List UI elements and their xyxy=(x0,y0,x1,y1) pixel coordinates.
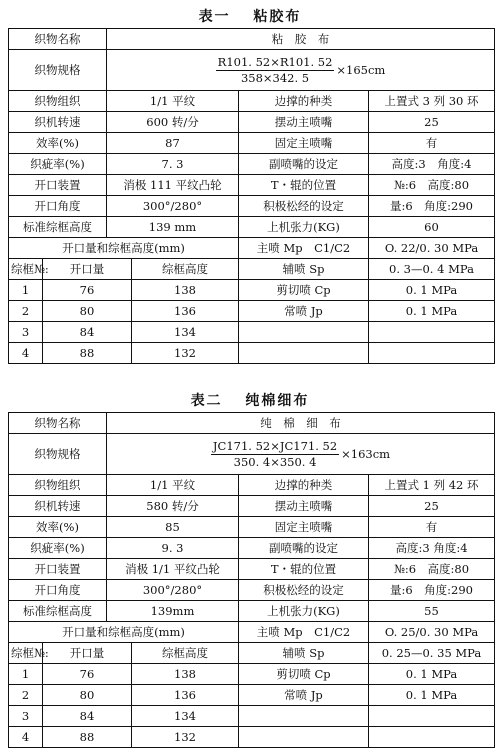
spec-fraction xyxy=(211,439,339,470)
param-label: 积极松经的设定 xyxy=(239,580,369,601)
param-label: 织疵率(%) xyxy=(9,154,107,175)
param-value: 1/1 平纹 xyxy=(107,91,239,112)
param-value: 25 xyxy=(369,112,495,133)
spec-suffix: ×165cm xyxy=(336,63,386,77)
nozzle-label: 辅喷 Sp xyxy=(239,643,369,664)
param-value: 量:6 角度:290 xyxy=(369,580,495,601)
nozzle-label: 常喷 Jp xyxy=(239,685,369,706)
param-value: 300°/280° xyxy=(107,196,239,217)
param-label: T・辊的位置 xyxy=(239,559,369,580)
spec-fraction xyxy=(216,55,335,86)
shed-header: 开口量 xyxy=(43,643,132,664)
table-row xyxy=(9,322,495,343)
nozzle-label: 剪切喷 Cp xyxy=(239,664,369,685)
param-label: T・辊的位置 xyxy=(239,175,369,196)
shed-cell: 76 xyxy=(43,280,132,301)
param-label: 开口角度 xyxy=(9,580,107,601)
table-row xyxy=(9,112,495,133)
shed-cell: 4 xyxy=(9,343,43,364)
param-value: 量:6 角度:290 xyxy=(369,196,495,217)
param-value: 1/1 平纹 xyxy=(107,475,239,496)
table-row xyxy=(9,727,495,748)
param-value: 300°/280° xyxy=(107,580,239,601)
table1 xyxy=(8,28,495,364)
nozzle-label: 剪切喷 Cp xyxy=(239,280,369,301)
table1-row-name xyxy=(9,29,495,50)
shed-cell: 3 xyxy=(9,706,43,727)
param-label: 标准综框高度 xyxy=(9,601,107,622)
shed-cell: 132 xyxy=(132,343,239,364)
shed-cell: 3 xyxy=(9,322,43,343)
shed-cell: 138 xyxy=(132,280,239,301)
shed-cell: 4 xyxy=(9,727,43,748)
spec-value xyxy=(107,434,495,475)
param-value: 55 xyxy=(369,601,495,622)
table-row xyxy=(9,475,495,496)
param-label: 开口装置 xyxy=(9,559,107,580)
param-value: 60 xyxy=(369,217,495,238)
param-label: 开口装置 xyxy=(9,175,107,196)
shed-cell: 138 xyxy=(132,664,239,685)
nozzle-label: 主喷 Mp C1/C2 xyxy=(239,622,369,643)
param-label: 效率(%) xyxy=(9,133,107,154)
table2-caption: 表二 纯棉细布 xyxy=(190,393,310,409)
param-value: 上置式 3 列 30 环 xyxy=(369,91,495,112)
table-row xyxy=(9,217,495,238)
param-value: 85 xyxy=(107,517,239,538)
shed-cell: 76 xyxy=(43,664,132,685)
param-value: 87 xyxy=(107,133,239,154)
table-row xyxy=(9,133,495,154)
spec-label: 织物规格 xyxy=(9,50,107,91)
param-label: 织机转速 xyxy=(9,496,107,517)
param-value: 消极 1/1 平纹凸轮 xyxy=(107,559,239,580)
nozzle-label: 辅喷 Sp xyxy=(239,259,369,280)
param-value: 消极 111 平纹凸轮 xyxy=(107,175,239,196)
spec-label: 织物规格 xyxy=(9,434,107,475)
param-label: 摆动主喷嘴 xyxy=(239,112,369,133)
shed-title: 开口量和综框高度(mm) xyxy=(9,238,239,259)
table-row xyxy=(9,517,495,538)
param-value: 有 xyxy=(369,133,495,154)
name-label: 织物名称 xyxy=(9,29,107,50)
param-label: 边撑的种类 xyxy=(239,475,369,496)
table-row xyxy=(9,643,495,664)
nozzle-value: O. 25/0. 30 MPa xyxy=(369,622,495,643)
name-value: 粘 胶 布 xyxy=(107,29,495,50)
nozzle-value: O. 22/0. 30 MPa xyxy=(369,238,495,259)
param-value: 600 转/分 xyxy=(107,112,239,133)
param-value: 上置式 1 列 42 环 xyxy=(369,475,495,496)
param-label: 织机转速 xyxy=(9,112,107,133)
param-value: 139 mm xyxy=(107,217,239,238)
shed-cell: 84 xyxy=(43,322,132,343)
nozzle-value: 0. 1 MPa xyxy=(369,664,495,685)
param-label: 副喷嘴的设定 xyxy=(239,538,369,559)
param-label: 织物组织 xyxy=(9,91,107,112)
param-label: 上机张力(KG) xyxy=(239,217,369,238)
table-row xyxy=(9,538,495,559)
param-value: 有 xyxy=(369,517,495,538)
shed-cell: 134 xyxy=(132,322,239,343)
table2 xyxy=(8,412,495,748)
param-label: 上机张力(KG) xyxy=(239,601,369,622)
table-row xyxy=(9,343,495,364)
shed-cell: 84 xyxy=(43,706,132,727)
param-value: 9. 3 xyxy=(107,538,239,559)
table1-row-spec xyxy=(9,50,495,91)
table-row xyxy=(9,580,495,601)
table1-caption: 表一 粘胶布 xyxy=(198,9,302,25)
param-label: 边撑的种类 xyxy=(239,91,369,112)
param-value: №:6 高度:80 xyxy=(369,175,495,196)
nozzle-value: 0. 1 MPa xyxy=(369,301,495,322)
spec-numerator: JC171. 52×JC171. 52 xyxy=(212,438,338,453)
table-row xyxy=(9,664,495,685)
empty-cell xyxy=(369,343,495,364)
empty-cell xyxy=(239,727,369,748)
table-row xyxy=(9,559,495,580)
param-label: 织疵率(%) xyxy=(9,538,107,559)
table-row xyxy=(9,154,495,175)
name-label: 织物名称 xyxy=(9,413,107,434)
param-value: 7. 3 xyxy=(107,154,239,175)
shed-title: 开口量和综框高度(mm) xyxy=(9,622,239,643)
nozzle-value: 0. 3—0. 4 MPa xyxy=(369,259,495,280)
empty-cell xyxy=(239,343,369,364)
nozzle-value: 0. 1 MPa xyxy=(369,280,495,301)
table-row xyxy=(9,301,495,322)
spec-numerator: R101. 52×R101. 52 xyxy=(217,54,333,69)
param-label: 织物组织 xyxy=(9,475,107,496)
spec-denominator: 358×342. 5 xyxy=(240,70,310,85)
shed-header: 综框高度 xyxy=(132,643,239,664)
param-label: 效率(%) xyxy=(9,517,107,538)
param-label: 固定主喷嘴 xyxy=(239,133,369,154)
param-value: 139mm xyxy=(107,601,239,622)
table-row xyxy=(9,601,495,622)
param-label: 摆动主喷嘴 xyxy=(239,496,369,517)
shed-cell: 1 xyxy=(9,664,43,685)
spec-denominator: 350. 4×350. 4 xyxy=(233,454,317,469)
shed-cell: 136 xyxy=(132,685,239,706)
shed-cell: 136 xyxy=(132,301,239,322)
spec-value xyxy=(107,50,495,91)
shed-cell: 88 xyxy=(43,343,132,364)
nozzle-label: 主喷 Mp C1/C2 xyxy=(239,238,369,259)
param-value: 580 转/分 xyxy=(107,496,239,517)
table-row xyxy=(9,238,495,259)
table-row xyxy=(9,196,495,217)
shed-cell: 80 xyxy=(43,685,132,706)
spec-suffix: ×163cm xyxy=(341,447,391,461)
empty-cell xyxy=(369,706,495,727)
shed-header: 综框№: xyxy=(9,259,43,280)
empty-cell xyxy=(239,706,369,727)
shed-cell: 1 xyxy=(9,280,43,301)
name-value: 纯 棉 细 布 xyxy=(107,413,495,434)
table-row xyxy=(9,91,495,112)
nozzle-value: 0. 1 MPa xyxy=(369,685,495,706)
shed-cell: 132 xyxy=(132,727,239,748)
shed-cell: 2 xyxy=(9,301,43,322)
shed-cell: 80 xyxy=(43,301,132,322)
table-row xyxy=(9,496,495,517)
table-row xyxy=(9,280,495,301)
param-label: 副喷嘴的设定 xyxy=(239,154,369,175)
param-label: 积极松经的设定 xyxy=(239,196,369,217)
param-label: 固定主喷嘴 xyxy=(239,517,369,538)
table-row xyxy=(9,622,495,643)
empty-cell xyxy=(239,322,369,343)
shed-header: 综框№: xyxy=(9,643,43,664)
param-label: 标准综框高度 xyxy=(9,217,107,238)
nozzle-label: 常喷 Jp xyxy=(239,301,369,322)
shed-header: 开口量 xyxy=(43,259,132,280)
table2-row-spec xyxy=(9,434,495,475)
table-row xyxy=(9,175,495,196)
empty-cell xyxy=(369,322,495,343)
param-value: 高度:3 角度:4 xyxy=(369,538,495,559)
shed-cell: 134 xyxy=(132,706,239,727)
param-label: 开口角度 xyxy=(9,196,107,217)
table-row xyxy=(9,685,495,706)
table-row xyxy=(9,259,495,280)
nozzle-value: 0. 25—0. 35 MPa xyxy=(369,643,495,664)
table-row xyxy=(9,706,495,727)
param-value: 高度:3 角度:4 xyxy=(369,154,495,175)
shed-cell: 2 xyxy=(9,685,43,706)
param-value: 25 xyxy=(369,496,495,517)
table2-row-name xyxy=(9,413,495,434)
shed-header: 综框高度 xyxy=(132,259,239,280)
shed-cell: 88 xyxy=(43,727,132,748)
empty-cell xyxy=(369,727,495,748)
param-value: №:6 高度:80 xyxy=(369,559,495,580)
